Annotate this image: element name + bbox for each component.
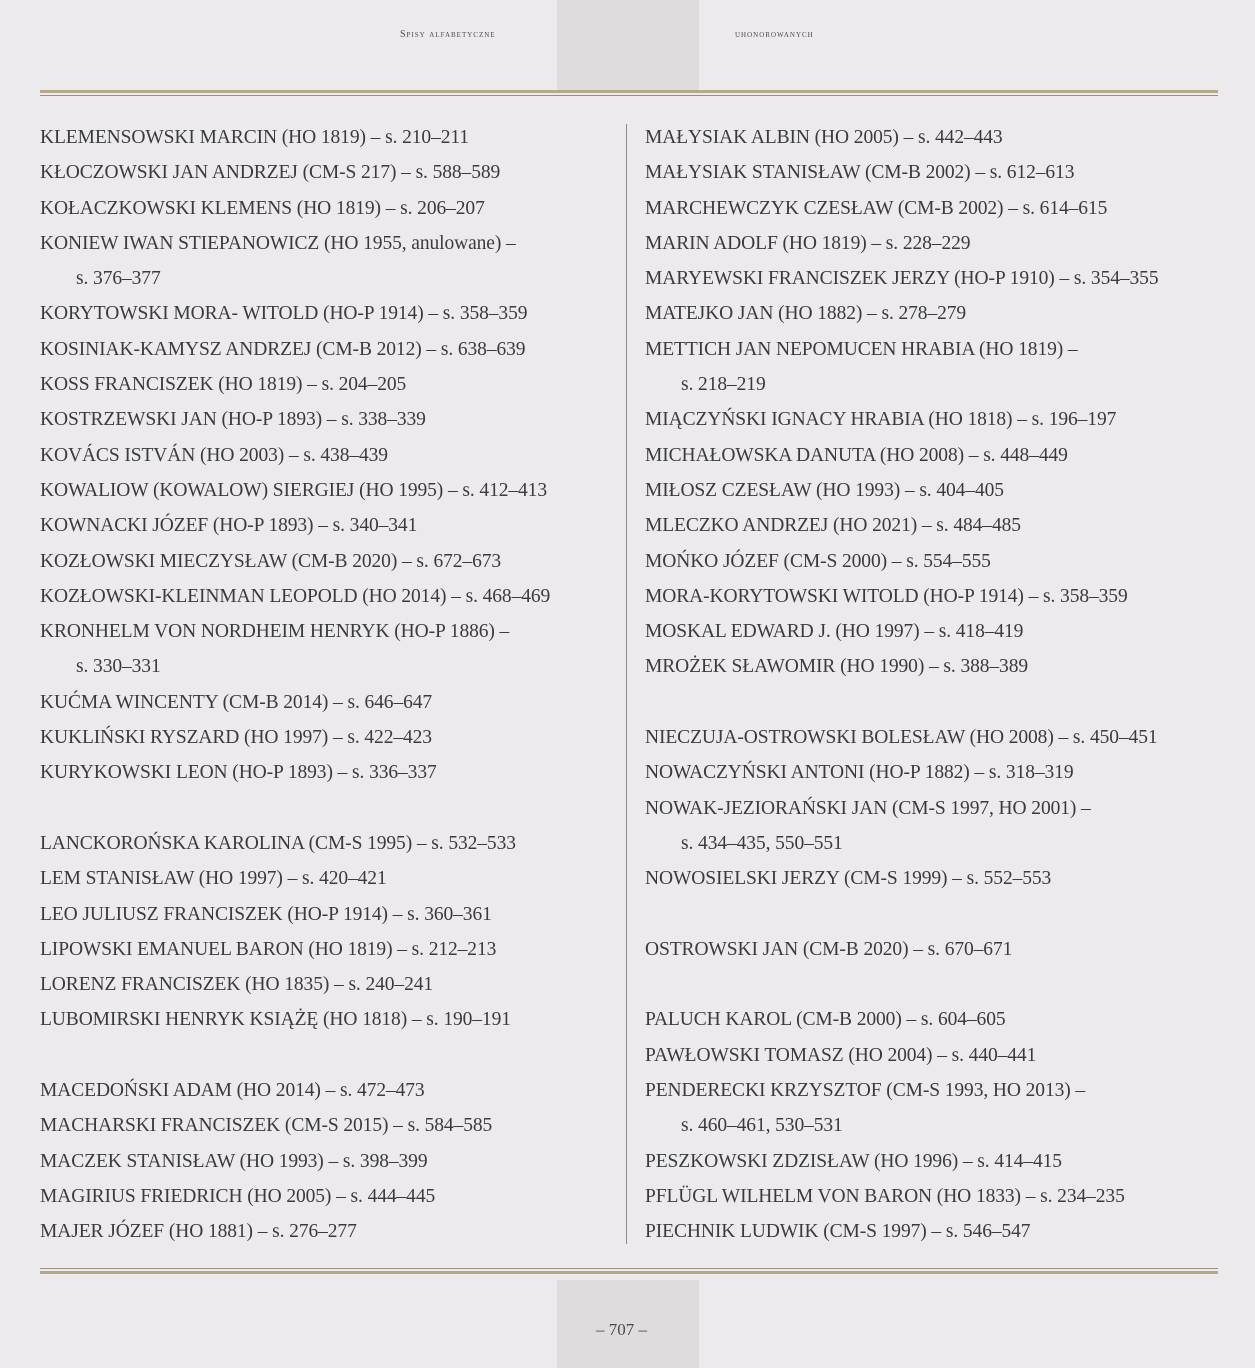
index-entry: MLECZKO ANDRZEJ (HO 2021) – s. 484–485 — [645, 515, 1021, 537]
index-entry: OSTROWSKI JAN (CM-B 2020) – s. 670–671 — [645, 938, 1013, 960]
index-entry: LEM STANISŁAW (HO 1997) – s. 420–421 — [40, 868, 387, 890]
index-entry: MACZEK STANISŁAW (HO 1993) – s. 398–399 — [40, 1150, 428, 1172]
bottom-rule — [40, 1268, 1218, 1276]
index-entry: PIECHNIK LUDWIK (CM-S 1997) – s. 546–547 — [645, 1221, 1031, 1243]
index-entry: KURYKOWSKI LEON (HO-P 1893) – s. 336–337 — [40, 762, 437, 784]
index-entry: KUĆMA WINCENTY (CM-B 2014) – s. 646–647 — [40, 691, 433, 713]
index-entry: s. 376–377 — [76, 268, 161, 290]
section-gap — [40, 791, 610, 826]
index-entry: PFLÜGL WILHELM VON BARON (HO 1833) – s. 234–235 — [645, 1185, 1125, 1207]
index-entry: LUBOMIRSKI HENRYK KSIĄŻĘ (HO 1818) – s. 190–191 — [40, 1009, 511, 1031]
index-entry: KOSS FRANCISZEK (HO 1819) – s. 204–205 — [40, 374, 407, 396]
index-entry: MACEDOŃSKI ADAM (HO 2014) – s. 472–473 — [40, 1080, 425, 1102]
section-gap — [40, 1038, 610, 1073]
index-entry: KOSINIAK-KAMYSZ ANDRZEJ (CM-B 2012) – s. 638–639 — [40, 338, 526, 360]
index-entry: MOŃKO JÓZEF (CM-S 2000) – s. 554–555 — [645, 550, 991, 572]
index-entry: KŁOCZOWSKI JAN ANDRZEJ (CM-S 217) – s. 588–589 — [40, 162, 501, 184]
index-entry: s. 330–331 — [76, 656, 161, 678]
index-entry: KOZŁOWSKI MIECZYSŁAW (CM-B 2020) – s. 672–673 — [40, 550, 502, 572]
column-divider — [626, 124, 627, 1244]
index-entry: KONIEW IWAN STIEPANOWICZ (HO 1955, anulowane) – — [40, 232, 516, 254]
index-entry: LORENZ FRANCISZEK (HO 1835) – s. 240–241 — [40, 974, 434, 996]
index-entry: KORYTOWSKI MORA- WITOLD (HO-P 1914) – s. 358–359 — [40, 303, 528, 325]
index-entry: METTICH JAN NEPOMUCEN HRABIA (HO 1819) – — [645, 338, 1078, 360]
left-column — [40, 120, 610, 1250]
index-entry: KOŁACZKOWSKI KLEMENS (HO 1819) – s. 206–207 — [40, 197, 485, 219]
index-entry: MAŁYSIAK STANISŁAW (CM-B 2002) – s. 612–613 — [645, 162, 1075, 184]
index-entry: LEO JULIUSZ FRANCISZEK (HO-P 1914) – s. 360–361 — [40, 903, 492, 925]
index-entry: PENDERECKI KRZYSZTOF (CM-S 1993, HO 2013) – — [645, 1080, 1086, 1102]
index-entry: s. 434–435, 550–551 — [681, 832, 843, 854]
index-entry: s. 460–461, 530–531 — [681, 1115, 843, 1137]
top-rule — [40, 90, 1218, 98]
index-entry: KOWALIOW (KOWALOW) SIERGIEJ (HO 1995) – s. 412–413 — [40, 479, 547, 501]
index-entry: MROŻEK SŁAWOMIR (HO 1990) – s. 388–389 — [645, 656, 1029, 678]
index-entry: MIĄCZYŃSKI IGNACY HRABIA (HO 1818) – s. 196–197 — [645, 409, 1117, 431]
index-entry: PAWŁOWSKI TOMASZ (HO 2004) – s. 440–441 — [645, 1044, 1037, 1066]
index-entry: LIPOWSKI EMANUEL BARON (HO 1819) – s. 212–213 — [40, 938, 497, 960]
index-entry: MOSKAL EDWARD J. (HO 1997) – s. 418–419 — [645, 621, 1024, 643]
page-number: – 707 – — [596, 1320, 647, 1339]
index-entry: NIECZUJA-OSTROWSKI BOLESŁAW (HO 2008) – s. 450–451 — [645, 727, 1158, 749]
index-entry: MATEJKO JAN (HO 1882) – s. 278–279 — [645, 303, 967, 325]
index-entry: s. 218–219 — [681, 374, 766, 396]
index-entry: KOSTRZEWSKI JAN (HO-P 1893) – s. 338–339 — [40, 409, 426, 431]
index-entry: MICHAŁOWSKA DANUTA (HO 2008) – s. 448–449 — [645, 444, 1068, 466]
index-entry: KLEMENSOWSKI MARCIN (HO 1819) – s. 210–211 — [40, 127, 469, 148]
index-entry: MAJER JÓZEF (HO 1881) – s. 276–277 — [40, 1221, 357, 1243]
index-entry: PESZKOWSKI ZDZISŁAW (HO 1996) – s. 414–415 — [645, 1150, 1062, 1172]
binding-gutter-top — [557, 0, 699, 92]
index-entry: KOWNACKI JÓZEF (HO-P 1893) – s. 340–341 — [40, 515, 418, 537]
index-entry: MARYEWSKI FRANCISZEK JERZY (HO-P 1910) – s. 354–355 — [645, 268, 1159, 290]
index-entry: MACHARSKI FRANCISZEK (CM-S 2015) – s. 584–585 — [40, 1115, 493, 1137]
index-entry: LANCKOROŃSKA KAROLINA (CM-S 1995) – s. 532–533 — [40, 832, 516, 854]
index-entry: MAGIRIUS FRIEDRICH (HO 2005) – s. 444–445 — [40, 1185, 436, 1207]
section-gap — [645, 897, 1220, 932]
running-header-right: uhonorowanych — [735, 29, 814, 40]
index-entry: MARCHEWCZYK CZESŁAW (CM-B 2002) – s. 614–615 — [645, 197, 1108, 219]
index-entry: NOWAK-JEZIORAŃSKI JAN (CM-S 1997, HO 2001) – — [645, 797, 1091, 819]
running-header-left: Spisy alfabetyczne — [400, 29, 496, 40]
index-entry: KOVÁCS ISTVÁN (HO 2003) – s. 438–439 — [40, 444, 388, 466]
section-gap — [645, 967, 1220, 1002]
index-entry: KOZŁOWSKI-KLEINMAN LEOPOLD (HO 2014) – s. 468–469 — [40, 585, 551, 607]
index-entry: KUKLIŃSKI RYSZARD (HO 1997) – s. 422–423 — [40, 727, 432, 749]
index-entry: MORA-KORYTOWSKI WITOLD (HO-P 1914) – s. 358–359 — [645, 585, 1128, 607]
index-entry: PALUCH KAROL (CM-B 2000) – s. 604–605 — [645, 1009, 1006, 1031]
right-column — [645, 120, 1220, 1250]
index-entry: MIŁOSZ CZESŁAW (HO 1993) – s. 404–405 — [645, 479, 1004, 501]
index-entry: KRONHELM VON NORDHEIM HENRYK (HO-P 1886) – — [40, 621, 510, 643]
index-entry: NOWACZYŃSKI ANTONI (HO-P 1882) – s. 318–319 — [645, 762, 1074, 784]
index-entry: NOWOSIELSKI JERZY (CM-S 1999) – s. 552–553 — [645, 868, 1052, 890]
section-gap — [645, 685, 1220, 720]
index-entry: MAŁYSIAK ALBIN (HO 2005) – s. 442–443 — [645, 127, 1003, 148]
index-entry: MARIN ADOLF (HO 1819) – s. 228–229 — [645, 232, 971, 254]
